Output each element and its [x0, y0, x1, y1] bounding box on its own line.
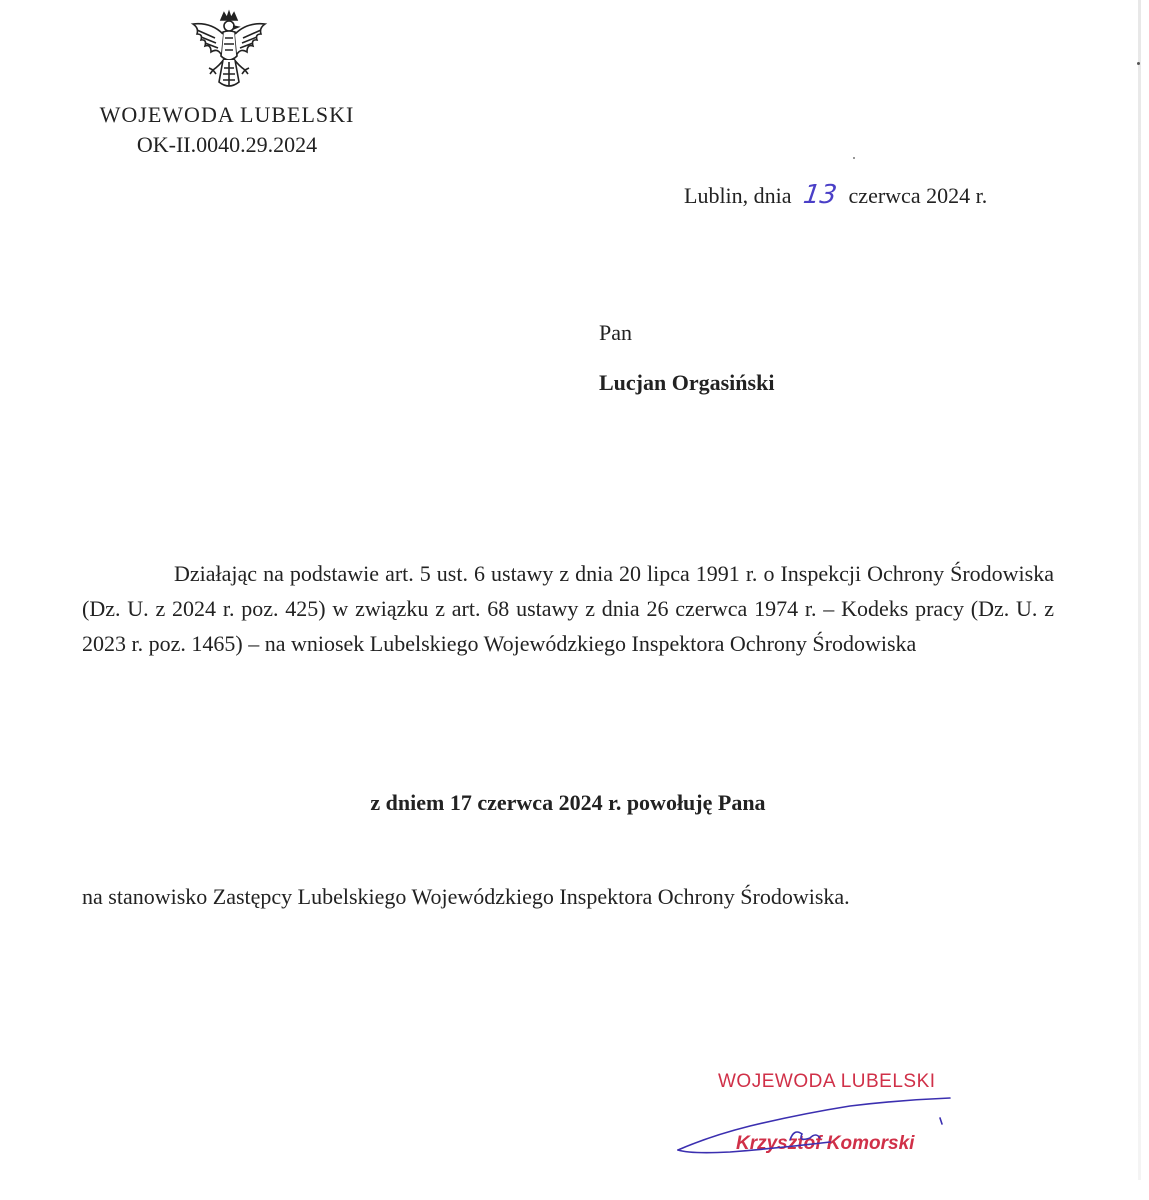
dateline [684, 180, 987, 210]
addressee-name: Lucjan Orgasiński [599, 370, 775, 395]
dateline-suffix: czerwca 2024 r. [848, 183, 988, 208]
legal-basis-paragraph [82, 556, 1054, 661]
stamp-title: WOJEWODA LUBELSKI [718, 1071, 936, 1092]
stamp-name: Krzysztof Komorski [736, 1133, 915, 1154]
handwritten-day: 13 [801, 180, 839, 210]
scan-speck [1137, 62, 1140, 65]
scan-speck [853, 157, 855, 159]
dateline-prefix: Lublin, dnia [684, 183, 792, 208]
scan-edge [1138, 0, 1141, 1180]
salutation: Pan [599, 320, 632, 345]
handwritten-signature [670, 1088, 970, 1168]
decision-statement: z dniem 17 czerwca 2024 r. powołuję Pana [370, 790, 766, 815]
position-statement: na stanowisko Zastępcy Lubelskiego Wojewódzkiego Inspektora Ochrony Środowiska. [82, 884, 850, 909]
paragraph-text: Działając na podstawie art. 5 ust. 6 ustawy z dnia 20 lipca 1991 r. o Inspekcji Ochrony Środowiska (Dz. U. z 2024 r. poz. 425) w związku z art. 68 ustawy z dnia 26 czerwca 1974 r. – Kodeks pracy (Dz. U. z 2023 r. poz. 1465) – na wniosek Lubelskiego Wojewódzkiego Inspektora Ochrony Środowiska [82, 561, 1054, 656]
reference-number: OK-II.0040.29.2024 [136, 132, 318, 157]
polish-eagle-emblem-icon [183, 8, 275, 100]
issuer-title: WOJEWODA LUBELSKI [99, 102, 355, 127]
